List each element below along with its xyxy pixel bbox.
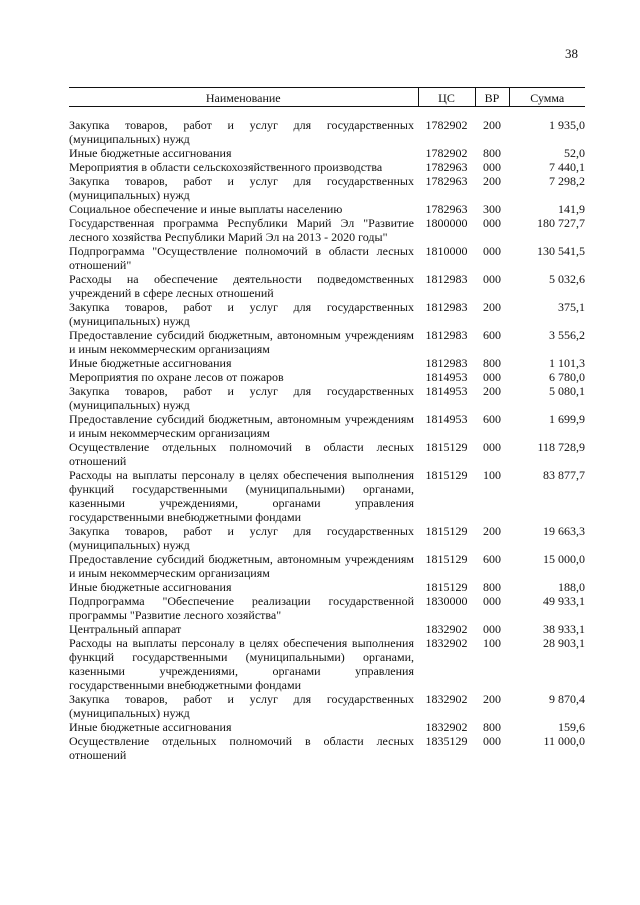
page-number: 38 — [565, 46, 578, 61]
row-code-cell: 1800000 — [425, 216, 468, 230]
row-vr-cell: 000 — [483, 440, 501, 454]
row-code-cell: 1815129 — [425, 580, 468, 594]
row-sum-cell: 38 933,1 — [543, 622, 585, 636]
table-row — [69, 692, 585, 720]
row-vr-cell: 800 — [483, 720, 501, 734]
table-row — [69, 412, 585, 440]
row-code-cell: 1814953 — [425, 412, 468, 426]
row-sum-cell: 180 727,7 — [537, 216, 585, 230]
row-name-cell: Закупка товаров, работ и услуг для государственных (муниципальных) нужд — [69, 524, 414, 552]
row-name-cell: Иные бюджетные ассигнования — [69, 146, 232, 160]
table-row — [69, 202, 585, 216]
row-name-cell: Центральный аппарат — [69, 622, 182, 636]
table-row — [69, 370, 585, 384]
row-code-cell: 1814953 — [425, 384, 468, 398]
row-vr-cell: 600 — [483, 552, 501, 566]
row-name-cell: Иные бюджетные ассигнования — [69, 720, 232, 734]
row-sum-cell: 3 556,2 — [549, 328, 585, 342]
row-vr-cell: 200 — [483, 692, 501, 706]
row-vr-cell: 000 — [483, 734, 501, 748]
row-sum-cell: 5 080,1 — [549, 384, 585, 398]
row-code-cell: 1812983 — [425, 300, 468, 314]
row-name-cell: Закупка товаров, работ и услуг для государственных (муниципальных) нужд — [69, 174, 414, 202]
row-vr-cell: 200 — [483, 300, 501, 314]
row-code-cell: 1830000 — [425, 594, 468, 608]
row-sum-cell: 19 663,3 — [543, 524, 585, 538]
table-row — [69, 272, 585, 300]
table-row — [69, 636, 585, 692]
table-row — [69, 580, 585, 594]
row-vr-cell: 100 — [483, 468, 501, 482]
row-sum-cell: 6 780,0 — [549, 370, 585, 384]
row-code-cell: 1812983 — [425, 272, 468, 286]
table-row — [69, 244, 585, 272]
table-row — [69, 174, 585, 202]
row-name-cell: Мероприятия по охране лесов от пожаров — [69, 370, 284, 384]
row-code-cell: 1782902 — [425, 146, 468, 160]
row-code-cell: 1832902 — [425, 622, 468, 636]
row-sum-cell: 11 000,0 — [543, 734, 585, 748]
row-code-cell: 1782963 — [425, 174, 468, 188]
row-code-cell: 1815129 — [425, 440, 468, 454]
table-row — [69, 107, 585, 147]
column-header-sum: Сумма — [509, 88, 585, 107]
row-sum-cell: 52,0 — [564, 146, 585, 160]
row-sum-cell: 7 440,1 — [549, 160, 585, 174]
row-sum-cell: 159,6 — [558, 720, 585, 734]
row-code-cell: 1835129 — [425, 734, 468, 748]
table-row — [69, 146, 585, 160]
budget-table — [69, 87, 585, 762]
row-sum-cell: 7 298,2 — [549, 174, 585, 188]
row-name-cell: Иные бюджетные ассигнования — [69, 356, 232, 370]
row-name-cell: Государственная программа Республики Марий Эл "Развитие лесного хозяйства Республики Марий Эл на 2013 - 2020 годы" — [69, 216, 414, 244]
table-row — [69, 384, 585, 412]
row-sum-cell: 9 870,4 — [549, 692, 585, 706]
table-row — [69, 734, 585, 762]
row-name-cell: Расходы на обеспечение деятельности подведомственных учреждений в сфере лесных отношений — [69, 272, 414, 300]
row-name-cell: Иные бюджетные ассигнования — [69, 580, 232, 594]
row-vr-cell: 600 — [483, 328, 501, 342]
table-row — [69, 524, 585, 552]
row-code-cell: 1810000 — [425, 244, 468, 258]
row-vr-cell: 000 — [483, 272, 501, 286]
row-code-cell: 1832902 — [425, 636, 468, 650]
row-vr-cell: 100 — [483, 636, 501, 650]
table-row — [69, 440, 585, 468]
table-row — [69, 468, 585, 524]
row-sum-cell: 188,0 — [558, 580, 585, 594]
row-vr-cell: 800 — [483, 356, 501, 370]
row-sum-cell: 49 933,1 — [543, 594, 585, 608]
row-name-cell: Закупка товаров, работ и услуг для государственных (муниципальных) нужд — [69, 118, 414, 146]
row-name-cell: Мероприятия в области сельскохозяйственного производства — [69, 160, 383, 174]
row-code-cell: 1812983 — [425, 356, 468, 370]
row-name-cell: Подпрограмма "Осуществление полномочий в области лесных отношений" — [69, 244, 414, 272]
table-row — [69, 328, 585, 356]
row-vr-cell: 200 — [483, 174, 501, 188]
table-row — [69, 622, 585, 636]
row-vr-cell: 600 — [483, 412, 501, 426]
row-sum-cell: 28 903,1 — [543, 636, 585, 650]
table-row — [69, 300, 585, 328]
row-vr-cell: 000 — [483, 370, 501, 384]
row-name-cell: Предоставление субсидий бюджетным, автономным учреждениям и иным некоммерческим организациям — [69, 328, 414, 356]
row-sum-cell: 375,1 — [558, 300, 585, 314]
column-header-code: ЦС — [418, 88, 475, 107]
row-sum-cell: 1 935,0 — [549, 118, 585, 132]
row-vr-cell: 000 — [483, 622, 501, 636]
row-name-cell: Предоставление субсидий бюджетным, автономным учреждениям и иным некоммерческим организациям — [69, 552, 414, 580]
row-code-cell: 1782902 — [425, 118, 468, 132]
row-vr-cell: 200 — [483, 384, 501, 398]
row-name-cell: Закупка товаров, работ и услуг для государственных (муниципальных) нужд — [69, 384, 414, 412]
table-row — [69, 216, 585, 244]
row-vr-cell: 200 — [483, 118, 501, 132]
row-sum-cell: 5 032,6 — [549, 272, 585, 286]
row-sum-cell: 118 728,9 — [537, 440, 585, 454]
row-code-cell: 1815129 — [425, 524, 468, 538]
row-vr-cell: 800 — [483, 580, 501, 594]
row-vr-cell: 000 — [483, 216, 501, 230]
row-sum-cell: 15 000,0 — [543, 552, 585, 566]
row-vr-cell: 000 — [483, 594, 501, 608]
row-sum-cell: 141,9 — [558, 202, 585, 216]
row-code-cell: 1782963 — [425, 202, 468, 216]
row-sum-cell: 1 101,3 — [549, 356, 585, 370]
row-name-cell: Расходы на выплаты персоналу в целях обеспечения выполнения функций государственными (муниципальными) органами, казенными учреждениями, органами управления государственными внебюджетными фондами — [69, 468, 414, 524]
row-vr-cell: 300 — [483, 202, 501, 216]
row-vr-cell: 800 — [483, 146, 501, 160]
row-code-cell: 1782963 — [425, 160, 468, 174]
row-code-cell: 1815129 — [425, 552, 468, 566]
row-sum-cell: 83 877,7 — [543, 468, 585, 482]
row-vr-cell: 000 — [483, 160, 501, 174]
row-name-cell: Социальное обеспечение и иные выплаты населению — [69, 202, 343, 216]
row-sum-cell: 1 699,9 — [549, 412, 585, 426]
table-row — [69, 552, 585, 580]
row-code-cell: 1814953 — [425, 370, 468, 384]
row-vr-cell: 200 — [483, 524, 501, 538]
row-name-cell: Закупка товаров, работ и услуг для государственных (муниципальных) нужд — [69, 692, 414, 720]
column-header-vr: ВР — [475, 88, 509, 107]
row-name-cell: Подпрограмма "Обеспечение реализации государственной программы "Развитие лесного хозяйства" — [69, 594, 414, 622]
row-name-cell: Закупка товаров, работ и услуг для государственных (муниципальных) нужд — [69, 300, 414, 328]
table-row — [69, 594, 585, 622]
row-sum-cell: 130 541,5 — [537, 244, 585, 258]
row-code-cell: 1812983 — [425, 328, 468, 342]
row-code-cell: 1832902 — [425, 720, 468, 734]
row-code-cell: 1832902 — [425, 692, 468, 706]
table-row — [69, 160, 585, 174]
row-name-cell: Предоставление субсидий бюджетным, автономным учреждениям и иным некоммерческим организациям — [69, 412, 414, 440]
row-vr-cell: 000 — [483, 244, 501, 258]
table-row — [69, 720, 585, 734]
row-code-cell: 1815129 — [425, 468, 468, 482]
table-row — [69, 356, 585, 370]
table-body — [69, 107, 585, 763]
table-header-row — [69, 88, 585, 107]
row-name-cell: Осуществление отдельных полномочий в области лесных отношений — [69, 734, 414, 762]
row-name-cell: Расходы на выплаты персоналу в целях обеспечения выполнения функций государственными (муниципальными) органами, казенными учреждениями, органами управления государственными внебюджетными фондами — [69, 636, 414, 692]
column-header-name: Наименование — [69, 88, 418, 107]
row-name-cell: Осуществление отдельных полномочий в области лесных отношений — [69, 440, 414, 468]
